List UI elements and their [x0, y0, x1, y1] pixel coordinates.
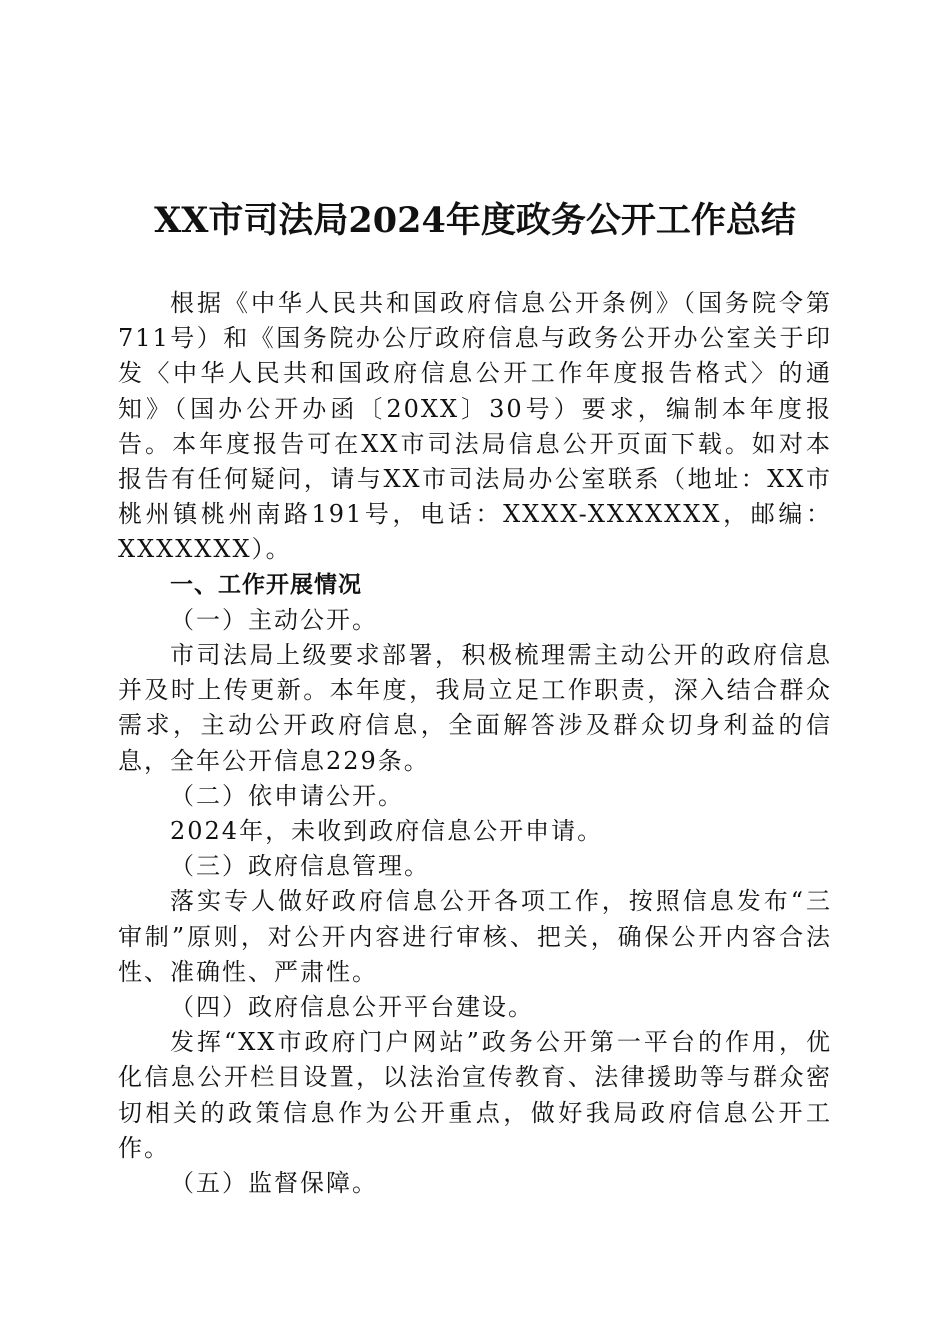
paragraph-information-management: 落实专人做好政府信息公开各项工作，按照信息发布“三审制”原则，对公开内容进行审核、把关，确保公开内容合法性、准确性、严肃性。 [118, 887, 832, 986]
subsection-heading-active-disclosure: （一）主动公开。 [170, 605, 378, 634]
subsection-heading-application-disclosure: （二）依申请公开。 [170, 781, 404, 810]
paragraph-platform-construction: 发挥“XX市政府门户网站”政务公开第一平台的作用，优化信息公开栏目设置，以法治宣传教育、法律援助等与群众密切相关的政策信息作为公开重点，做好我局政府信息公开工作。 [118, 1028, 832, 1162]
document-body [118, 286, 832, 1201]
paragraph-application-disclosure: 2024年，未收到政府信息公开申请。 [170, 817, 604, 846]
subsection-heading-platform-construction: （四）政府信息公开平台建设。 [170, 993, 534, 1022]
intro-paragraph: 根据《中华人民共和国政府信息公开条例》（国务院令第711号）和《国务院办公厅政府信息与政务公开办公室关于印发〈中华人民共和国政府信息公开工作年度报告格式〉的通知》（国办公开办函〔20XX〕30号）要求，编制本年度报告。本年度报告可在XX市司法局信息公开页面下载。如对本报告有任何疑问，请与XX市司法局办公室联系（地址：XX市桃州镇桃州南路191号，电话：XXXX-XXXXXXX，邮编：XXXXXXX）。 [118, 289, 832, 564]
document-title: XX市司法局2024年度政务公开工作总结 [154, 200, 796, 241]
subsection-heading-supervision: （五）监督保障。 [170, 1169, 378, 1198]
subsection-heading-information-management: （三）政府信息管理。 [170, 852, 430, 881]
section-heading-work-progress: 一、工作开展情况 [170, 571, 362, 598]
paragraph-active-disclosure: 市司法局上级要求部署，积极梳理需主动公开的政府信息并及时上传更新。本年度，我局立足工作职责，深入结合群众需求，主动公开政府信息，全面解答涉及群众切身利益的信息，全年公开信息229条。 [118, 641, 832, 775]
